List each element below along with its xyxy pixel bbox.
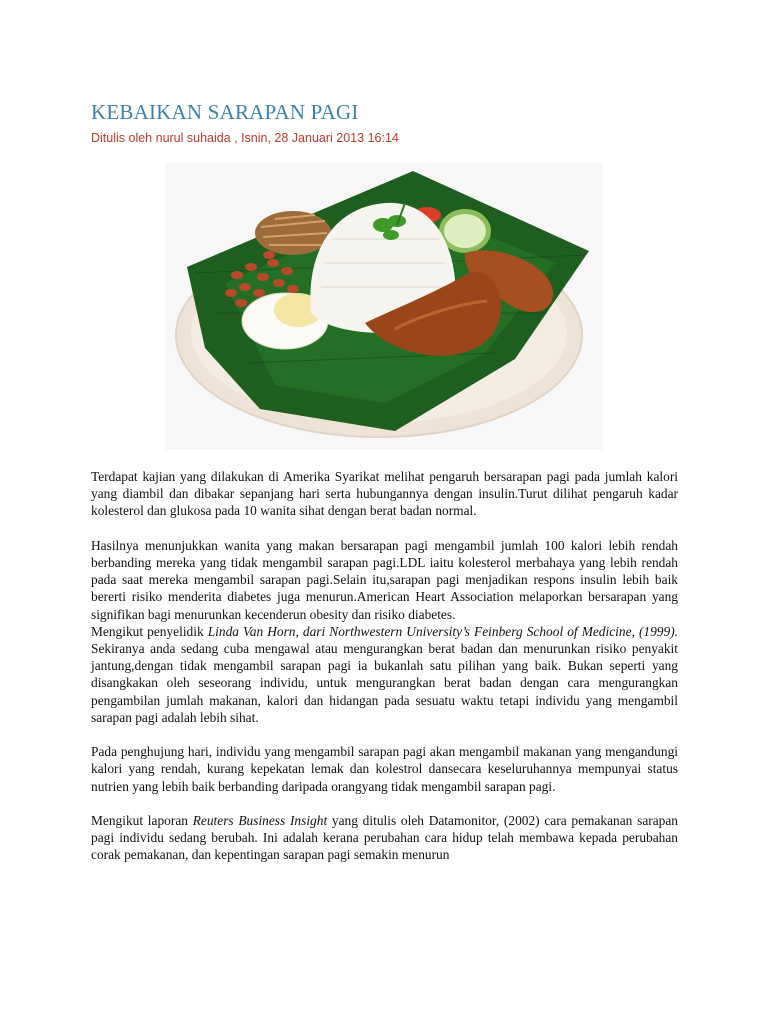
paragraph-5 — [91, 812, 678, 864]
paragraph-3-citation: Linda Van Horn, dari Northwestern University’s Feinberg School of Medicine, (1999). — [207, 623, 678, 639]
anchovies-icon — [255, 211, 331, 255]
paragraph-5-body: yang ditulis oleh Datamonitor, (2002) cara pemakanan sarapan pagi individu sedang berubah. Ini adalah kerana perubahan cara hidup telah membawa kepada perubahan corak pemakanan, dan kepentingan sarapan pagi semakin menurun — [91, 813, 678, 863]
paragraph-4: Pada penghujung hari, individu yang mengambil sarapan pagi akan mengambil makanan yang mengandungi kalori yang rendah, kurang kepekatan lemak dan kolestrol dansecara keseluruhannya mempunyai status nutrien yang lebih baik berbanding daripada orangyang tidak mengambil sarapan pagi. — [91, 744, 678, 794]
paragraph-5-source: Reuters Business Insight — [192, 813, 328, 829]
article-title: KEBAIKAN SARAPAN PAGI — [91, 100, 359, 124]
paragraph-5-intro: Mengikut laporan — [91, 813, 193, 829]
nasi-lemak-illustration — [165, 163, 603, 450]
article-byline: Ditulis oleh nurul suhaida , Isnin, 28 Januari 2013 16:14 — [91, 131, 399, 145]
paragraph-3-body: Sekiranya anda sedang cuba mengawal atau mengurangkan berat badan dan menurunkan risiko penyakit jantung,dengan tidak mengambil sarapan pagi ia bukanlah satu pilihan yang baik. Bukan seperti yang disangkakan oleh seseorang individu, untuk mengurangkan berat badan dengan cara mengurangkan pengambilan jumlah makanan, kalori dan hidangan pada sesuatu waktu tetapi individu yang mengambil sarapan pagi adalah lebih sihat. — [91, 641, 678, 725]
paragraph-3 — [91, 623, 678, 726]
paragraph-3-intro: Mengikut penyelidik — [91, 623, 208, 639]
article-body — [91, 468, 678, 864]
paragraph-1: Terdapat kajian yang dilakukan di Amerika Syarikat melihat pengaruh bersarapan pagi pada jumlah kalori yang diambil dan dibakar sepanjang hari serta hubungannya dengan insulin.Turut dilihat pengaruh kadar kolesterol dan glukosa pada 10 wanita sihat dengan berat badan normal. — [91, 469, 678, 519]
paragraph-2: Hasilnya menunjukkan wanita yang makan bersarapan pagi mengambil jumlah 100 kalori lebih rendah berbanding mereka yang tidak mengambil sarapan pagi.LDL iaitu kolesterol merbahaya yang lebih rendah pada saat mereka mengambil sarapan pagi.Selain itu,sarapan pagi menjadikan respons insulin lebih baik bererti risiko menderita diabetes juga menurun.American Heart Association melaporkan bersarapan yang signifikan bagi menurunkan kecenderun obesity dan risiko diabetes. — [91, 537, 678, 622]
nasi-lemak-photo — [165, 163, 603, 450]
